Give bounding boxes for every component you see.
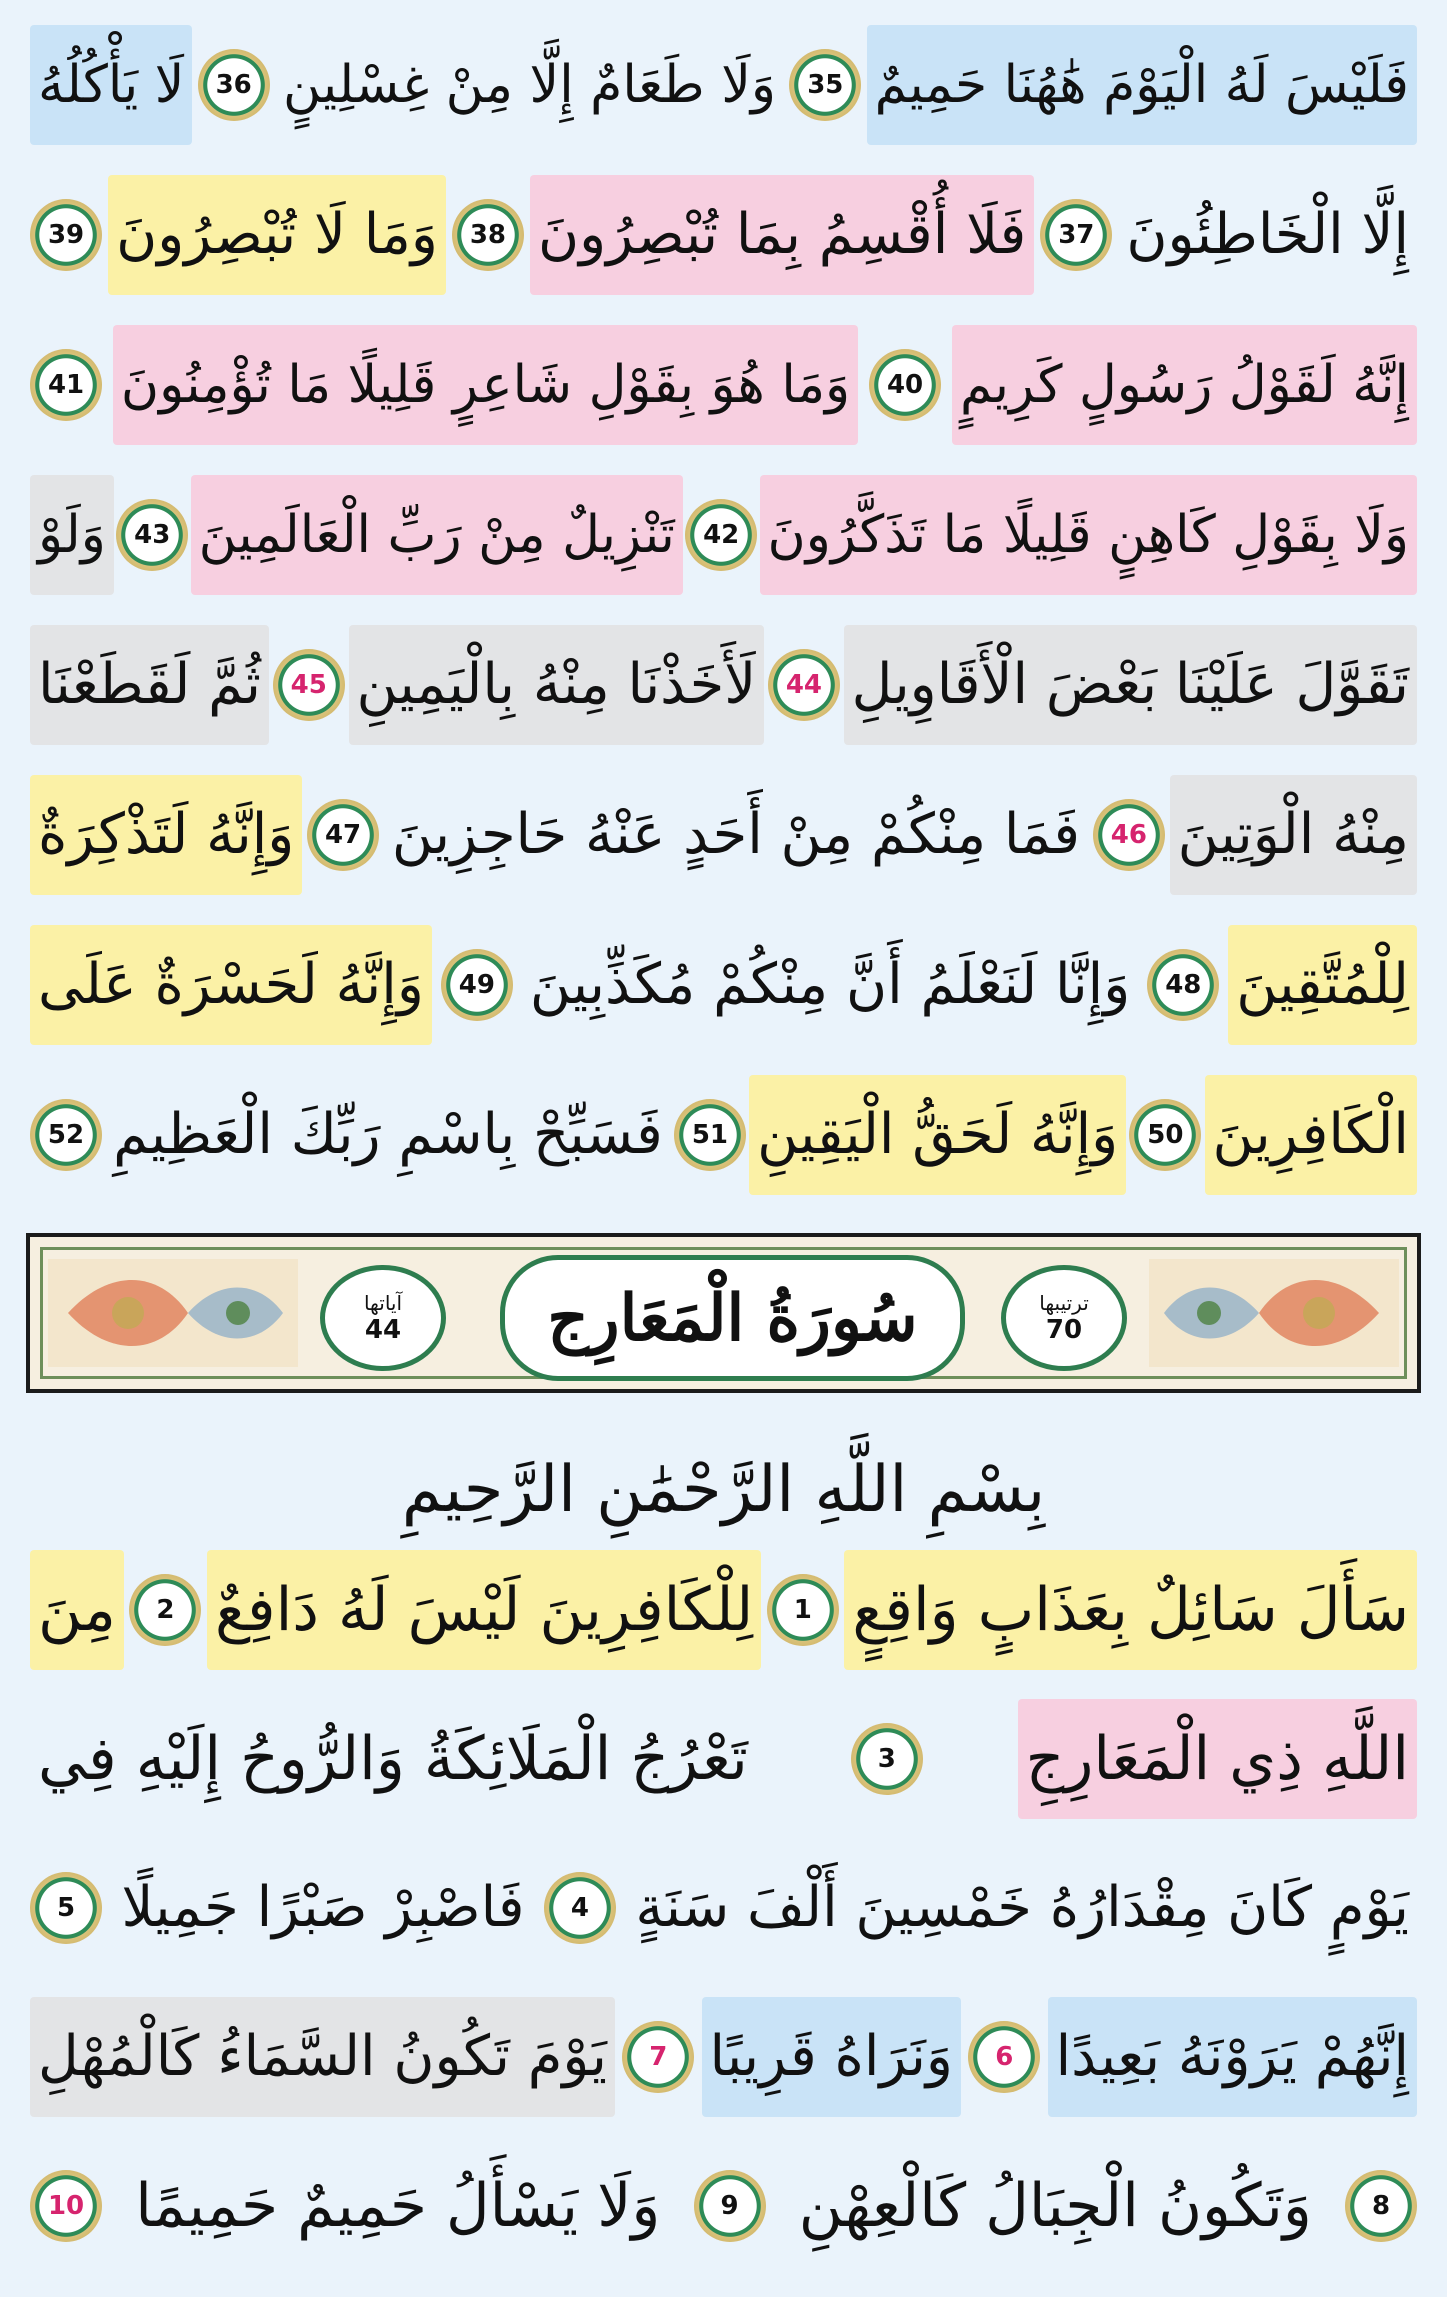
basmala: بِسْمِ اللَّهِ الرَّحْمَٰنِ الرَّحِيمِ (401, 1453, 1046, 1527)
verse-text: لِلْكَافِرِينَ لَيْسَ لَهُ دَافِعٌ (207, 1550, 761, 1670)
ayah-number-marker-icon: 42 (685, 499, 757, 571)
verse-line (30, 920, 1417, 1050)
verse-text: إِنَّهُ لَقَوْلُ رَسُولٍ كَرِيمٍ (952, 325, 1417, 445)
ayah-number-marker-icon: 8 (1345, 2170, 1417, 2242)
ayah-number-marker-icon: 2 (129, 1574, 201, 1646)
verse-text: فَمَا مِنْكُمْ مِنْ أَحَدٍ عَنْهُ حَاجِزِينَ (391, 802, 1081, 867)
verse-line (30, 170, 1417, 300)
verse-line (30, 2141, 1417, 2271)
verse-text: وَنَرَاهُ قَرِيبًا (702, 1997, 961, 2117)
verse-line (30, 470, 1417, 600)
verse-text: تَنْزِيلٌ مِنْ رَبِّ الْعَالَمِينَ (191, 475, 683, 595)
verse-line (30, 1992, 1417, 2122)
ayah-number-marker-icon: 43 (116, 499, 188, 571)
ayah-number-marker-icon: 39 (30, 199, 102, 271)
ayah-number-marker-icon: 6 (968, 2021, 1040, 2093)
verse-line (30, 1545, 1417, 1675)
verse-text: وَمَا لَا تُبْصِرُونَ (108, 175, 446, 295)
ayah-number-marker-icon: 10 (30, 2170, 102, 2242)
ayah-number-marker-icon: 45 (273, 649, 345, 721)
verse-text: فَسَبِّحْ بِاسْمِ رَبِّكَ الْعَظِيمِ (113, 1102, 663, 1167)
verse-text: وَإِنَّهُ لَحَقُّ الْيَقِينِ (749, 1075, 1126, 1195)
ayah-number-marker-icon: 40 (869, 349, 941, 421)
verse-line (30, 1843, 1417, 1973)
verse-text: لَا يَأْكُلُهُ (30, 25, 192, 145)
ayah-number-marker-icon: 4 (544, 1872, 616, 1944)
verse-text: سَأَلَ سَائِلٌ بِعَذَابٍ وَاقِعٍ (844, 1550, 1417, 1670)
ayah-number-marker-icon: 49 (441, 949, 513, 1021)
ayah-number-marker-icon: 41 (30, 349, 102, 421)
surah-verses-medal (320, 1265, 446, 1371)
verse-line (30, 620, 1417, 750)
ayah-number-marker-icon: 37 (1040, 199, 1112, 271)
verse-line (30, 20, 1417, 150)
order-value: 70 (1045, 1315, 1083, 1345)
ayah-number-marker-icon: 5 (30, 1872, 102, 1944)
verse-text: فَاصْبِرْ صَبْرًا جَمِيلًا (121, 1875, 525, 1940)
ayah-number-marker-icon: 35 (789, 49, 861, 121)
verse-line (30, 770, 1417, 900)
verse-text: اللَّهِ ذِي الْمَعَارِجِ (1018, 1699, 1417, 1819)
verse-text: وَلَا بِقَوْلِ كَاهِنٍ قَلِيلًا مَا تَذَكَّرُونَ (760, 475, 1417, 595)
verse-text: تَقَوَّلَ عَلَيْنَا بَعْضَ الْأَقَاوِيلِ (844, 625, 1417, 745)
ayah-number-marker-icon: 51 (674, 1099, 746, 1171)
ornament-right-icon (1149, 1259, 1399, 1367)
verse-text: وَإِنَّهُ لَتَذْكِرَةٌ (30, 775, 302, 895)
verse-line (30, 1070, 1417, 1200)
verse-text: وَلَا يَسْأَلُ حَمِيمٌ حَمِيمًا (135, 2171, 661, 2241)
surah-order-medal (1001, 1265, 1127, 1371)
ayah-number-marker-icon: 46 (1093, 799, 1165, 871)
verses-value: 44 (364, 1315, 402, 1345)
verses-label: آياتها (363, 1291, 403, 1315)
verse-text: مِنْهُ الْوَتِينَ (1170, 775, 1417, 895)
verse-text: فَلَيْسَ لَهُ الْيَوْمَ هَٰهُنَا حَمِيمٌ (867, 25, 1417, 145)
verse-text: إِلَّا الْخَاطِئُونَ (1126, 202, 1409, 267)
verse-text: وَإِنَّهُ لَحَسْرَةٌ عَلَى (30, 925, 432, 1045)
order-label: ترتيبها (1039, 1291, 1089, 1315)
ornament-left-icon (48, 1259, 298, 1367)
ayah-number-marker-icon: 47 (307, 799, 379, 871)
ayah-number-marker-icon: 36 (198, 49, 270, 121)
ayah-number-marker-icon: 7 (622, 2021, 694, 2093)
ayah-number-marker-icon: 1 (767, 1574, 839, 1646)
ayah-number-marker-icon: 48 (1147, 949, 1219, 1021)
ayah-number-marker-icon: 44 (768, 649, 840, 721)
verse-text: يَوْمَ تَكُونُ السَّمَاءُ كَالْمُهْلِ (30, 1997, 615, 2117)
verse-line (30, 320, 1417, 450)
verse-text: مِنَ (30, 1550, 124, 1670)
verse-text: إِنَّهُمْ يَرَوْنَهُ بَعِيدًا (1048, 1997, 1417, 2117)
verse-line (30, 1694, 1417, 1824)
verse-text: لَأَخَذْنَا مِنْهُ بِالْيَمِينِ (349, 625, 765, 745)
verse-text: وَلَوْ (30, 475, 114, 595)
ayah-number-marker-icon: 38 (452, 199, 524, 271)
verse-text: الْكَافِرِينَ (1205, 1075, 1418, 1195)
verse-text: تَعْرُجُ الْمَلَائِكَةُ وَالرُّوحُ إِلَيْهِ فِي (38, 1724, 748, 1794)
verse-text: وَإِنَّا لَنَعْلَمُ أَنَّ مِنْكُمْ مُكَذِّبِينَ (529, 952, 1131, 1017)
surah-header (26, 1233, 1421, 1393)
verse-text: وَتَكُونُ الْجِبَالُ كَالْعِهْنِ (798, 2171, 1312, 2241)
verse-text: يَوْمٍ كَانَ مِقْدَارُهُ خَمْسِينَ أَلْفَ سَنَةٍ (635, 1875, 1409, 1940)
ayah-number-marker-icon: 9 (694, 2170, 766, 2242)
ayah-number-marker-icon: 52 (30, 1099, 102, 1171)
verse-text: لِلْمُتَّقِينَ (1228, 925, 1417, 1045)
verse-text: ثُمَّ لَقَطَعْنَا (30, 625, 269, 745)
ayah-number-marker-icon: 3 (851, 1723, 923, 1795)
surah-title: سُورَةُ الْمَعَارِج (500, 1255, 965, 1381)
verse-text: فَلَا أُقْسِمُ بِمَا تُبْصِرُونَ (530, 175, 1034, 295)
ayah-number-marker-icon: 50 (1129, 1099, 1201, 1171)
verse-text: وَلَا طَعَامٌ إِلَّا مِنْ غِسْلِينٍ (282, 55, 776, 115)
verse-text: وَمَا هُوَ بِقَوْلِ شَاعِرٍ قَلِيلًا مَا تُؤْمِنُونَ (113, 325, 858, 445)
